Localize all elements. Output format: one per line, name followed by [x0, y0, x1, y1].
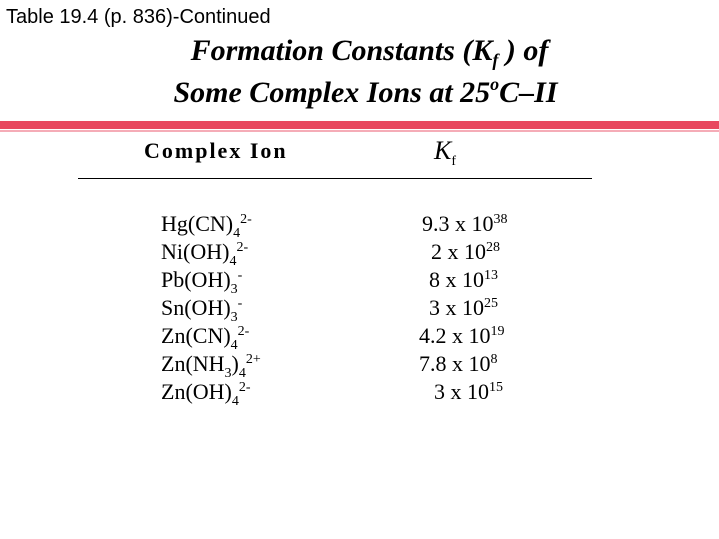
table-row [0, 351, 719, 379]
kf-mantissa: 4.2 x 10 [419, 323, 491, 348]
complex-ion-formula [161, 239, 248, 270]
table-row [0, 295, 719, 323]
title-text-b: ) of [498, 34, 549, 67]
ion-subscript: 3 [224, 366, 232, 381]
complex-ion-formula [161, 379, 251, 410]
ion-base: Zn(NH [161, 351, 225, 376]
header-divider [78, 178, 592, 179]
kf-mantissa: 3 x 10 [429, 295, 484, 320]
ion-base: Ni(OH) [161, 239, 230, 264]
ion-subscript: 4 [231, 394, 239, 409]
title-text-c: Some Complex Ions at 25 [173, 76, 491, 109]
kf-exponent: 38 [493, 212, 508, 227]
ion-charge: - [237, 268, 243, 283]
ion-charge: 2- [236, 240, 249, 255]
kf-mantissa: 8 x 10 [429, 267, 484, 292]
complex-ion-formula [161, 351, 261, 382]
kf-exponent: 13 [484, 268, 498, 283]
title-text-a: Formation Constants ( [190, 34, 473, 67]
title-degree-symbol: o [490, 74, 500, 94]
slide-caption: Table 19.4 (p. 836)-Continued [6, 6, 271, 28]
table-row [0, 267, 719, 295]
table-row [0, 239, 719, 267]
ion-charge: - [237, 296, 243, 311]
formation-constants-table [0, 211, 719, 407]
complex-ion-formula [161, 211, 252, 242]
kf-value [419, 351, 498, 377]
kf-mantissa: 7.8 x 10 [419, 351, 491, 376]
column-header-kf [434, 136, 456, 170]
ion-bracket: ) [231, 351, 239, 376]
kf-value [434, 379, 503, 405]
table-row [0, 211, 719, 239]
kf-value [429, 267, 498, 293]
table-row [0, 379, 719, 407]
table-row [0, 323, 719, 351]
title-text-d: C–II [499, 76, 558, 109]
kf-exponent: 19 [490, 324, 505, 339]
kf-symbol: K [434, 136, 452, 165]
ion-base: Hg(CN) [161, 211, 234, 236]
kf-value [422, 211, 508, 237]
ion-subscript: 3 [230, 310, 238, 325]
ion-subscript: 3 [230, 282, 238, 297]
slide-title-line-1 [10, 34, 719, 71]
title-k-subscript: f [492, 50, 499, 70]
ion-charge: 2- [240, 212, 252, 227]
ion-charge: 2- [237, 324, 250, 339]
accent-band-shadow [0, 130, 719, 132]
ion-base: Zn(CN) [161, 323, 231, 348]
ion-subscript: 4 [229, 254, 237, 269]
kf-mantissa: 9.3 x 10 [422, 211, 494, 236]
ion-charge: 2- [238, 380, 251, 395]
kf-value [429, 295, 498, 321]
kf-mantissa: 3 x 10 [434, 379, 489, 404]
ion-subscript-2: 4 [238, 366, 246, 381]
ion-subscript: 4 [233, 226, 241, 241]
slide-title-line-2 [6, 74, 719, 110]
ion-base: Pb(OH) [161, 267, 231, 292]
complex-ion-formula [161, 295, 242, 326]
accent-band [0, 121, 719, 129]
ion-subscript: 4 [230, 338, 238, 353]
column-header-complex-ion: Complex Ion [144, 138, 288, 163]
ion-base: Sn(OH) [161, 295, 231, 320]
kf-exponent: 25 [484, 296, 498, 311]
ion-charge: 2+ [245, 352, 261, 367]
complex-ion-formula [161, 267, 242, 298]
complex-ion-formula [161, 323, 249, 354]
kf-exponent: 8 [490, 352, 498, 367]
kf-value [431, 239, 500, 265]
ion-base: Zn(OH) [161, 379, 232, 404]
kf-value [419, 323, 505, 349]
title-k-symbol: K [472, 34, 493, 67]
kf-exponent: 15 [489, 380, 503, 395]
kf-exponent: 28 [486, 240, 500, 255]
kf-subscript: f [451, 154, 457, 169]
kf-mantissa: 2 x 10 [431, 239, 486, 264]
